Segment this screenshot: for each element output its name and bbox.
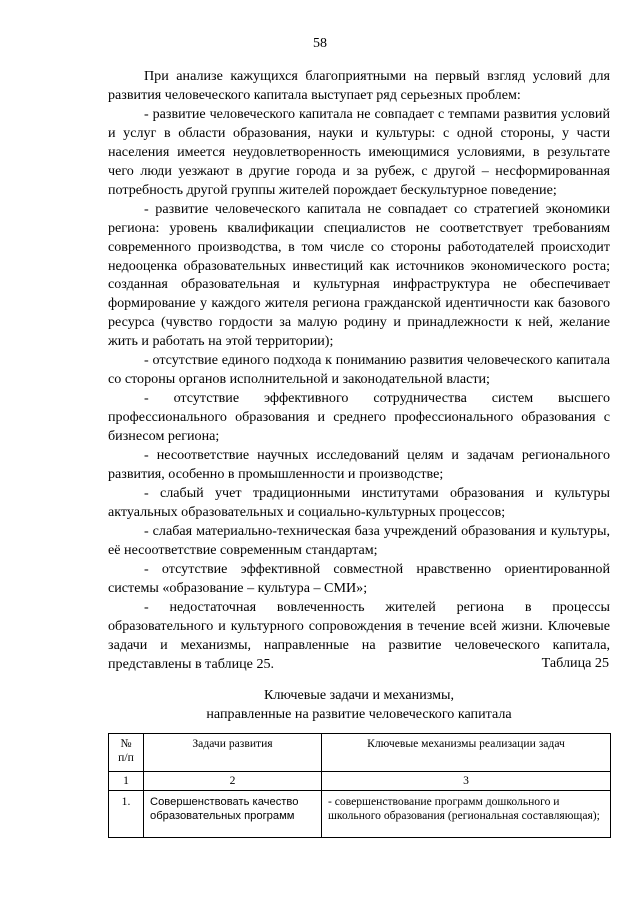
- column-number: 3: [322, 772, 611, 791]
- table-row: [109, 791, 611, 838]
- table-caption-line: направленные на развитие человеческого капитала: [206, 705, 512, 722]
- page-number: 58: [313, 36, 327, 51]
- paragraph-problem: - слабая материально-техническая база учреждений образования и культуры, её несоответствие современным стандартам;: [108, 522, 610, 558]
- column-number: 1: [109, 772, 144, 791]
- table-header-row: [109, 734, 611, 772]
- paragraph-problem: - отсутствие эффективного сотрудничества систем высшего профессионального образования и среднего профессионального образования с бизнесом региона;: [108, 390, 610, 445]
- tasks-table: [108, 733, 611, 838]
- table-label: Таблица 25: [541, 655, 609, 671]
- header-num: № п/п: [109, 734, 144, 772]
- row-num: 1.: [109, 791, 144, 838]
- paragraph-problem: - развитие человеческого капитала не совпадает с темпами развития условий и услуг в области образования, науки и культуры: с одной стороны, у части населения имеется неудовлетворенность имеющимися условиями, в результате чего люди уезжают в другие города и за рубеж, с другой – несформированная потребность другой группы жителей порождает бескультурное поведение;: [108, 105, 610, 198]
- paragraph-problem: - несоответствие научных исследований целям и задачам регионального развития, особенно в промышленности и производстве;: [108, 447, 610, 483]
- column-number: 2: [144, 772, 322, 791]
- row-mechanism: - совершенствование программ дошкольного и школьного образования (региональная составляющая);: [322, 791, 611, 838]
- row-task: Совершенствовать качество образовательных программ: [144, 791, 322, 838]
- header-tasks: Задачи развития: [144, 734, 322, 772]
- paragraph-problem: - отсутствие эффективной совместной нравственно ориентированной системы «образование – культура – СМИ»;: [108, 560, 610, 596]
- body-text: [108, 67, 610, 674]
- paragraph-intro: При анализе кажущихся благоприятными на первый взгляд условий для развития человеческого капитала выступает ряд серьезных проблем:: [108, 68, 610, 103]
- table-caption: [108, 686, 610, 723]
- paragraph-problem: - развитие человеческого капитала не совпадает со стратегией экономики региона: уровень квалификации специалистов не соответствует требованиям современного производства, в том числе со стороны работодателей происходит недооценка образовательных инвестиций как источников экономического роста; созданная образовательная и культурная инфраструктура не обеспечивает формирование у каждого жителя региона гражданской идентичности как базового ресурса (чувство гордости за малую родину и принадлежности к ней, желание жить и работать на этой территории);: [108, 200, 610, 350]
- table-caption-line: Ключевые задачи и механизмы,: [263, 687, 455, 703]
- column-number-row: [109, 772, 611, 791]
- header-mechanisms: Ключевые механизмы реализации задач: [322, 734, 611, 772]
- paragraph-problem: - отсутствие единого подхода к пониманию развития человеческого капитала со стороны органов исполнительной и законодательной власти;: [108, 352, 610, 388]
- paragraph-problem: - недостаточная вовлеченность жителей региона в процессы образовательного и культурного сопровождения в течение всей жизни. Ключевые задачи и механизмы, направленные на развитие человеческого капитала, представлены в таблице 25.: [108, 598, 610, 672]
- paragraph-problem: - слабый учет традиционными институтами образования и культуры актуальных образовательных и социально-культурных процессов;: [108, 484, 610, 520]
